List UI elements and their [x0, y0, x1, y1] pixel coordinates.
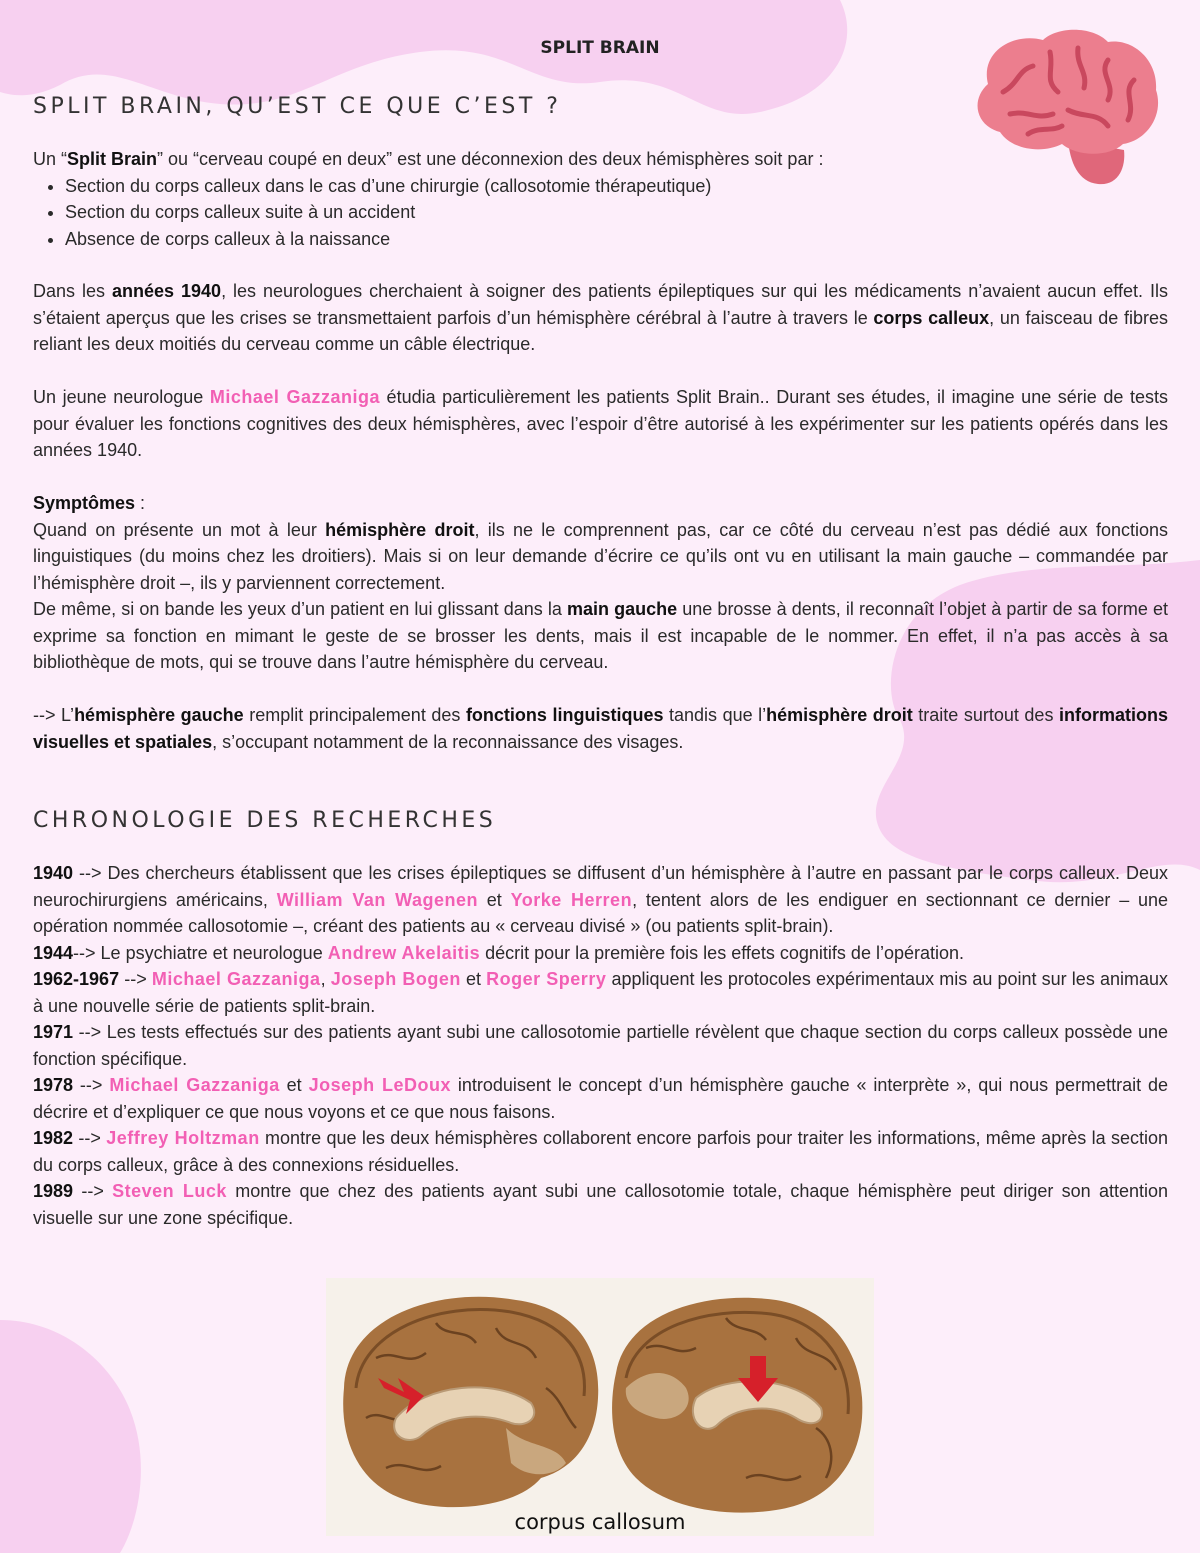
list-item: • Absence de corps calleux à la naissance	[65, 226, 1168, 253]
section-heading-split-brain: SPLIT BRAIN, QU’EST CE QUE C’EST ?	[33, 94, 562, 119]
timeline-entry: 1989 --> Steven Luck montre que chez des patients ayant subi une callosotomie totale, chaque hémisphère peut diriger son attention visuelle sur une zone spécifique.	[33, 1181, 1168, 1228]
person-name: William Van Wagenen	[276, 889, 478, 910]
person-name: Michael Gazzaniga	[151, 969, 321, 989]
page-title: SPLIT BRAIN	[540, 38, 660, 58]
timeline-entry: 1978 --> Michael Gazzaniga et Joseph LeDoux introduisent le concept d’un hémisphère gauche « interprète », qui nous permettrait de décrire et d’expliquer ce que nous voyons et ce que nous faisons.	[33, 1075, 1168, 1122]
corpus-callosum-figure	[326, 1278, 874, 1536]
person-name: Steven Luck	[112, 1181, 227, 1201]
person-name: Roger Sperry	[486, 969, 607, 989]
intro-block	[33, 146, 1168, 252]
intro-paragraph: Un “Split Brain” ou “cerveau coupé en deux” est une déconnexion des deux hémisphères soit par :	[33, 149, 824, 169]
person-name: Michael Gazzaniga	[109, 1075, 280, 1095]
right-hemisphere-image	[612, 1298, 862, 1513]
figure-caption: corpus callosum	[514, 1510, 686, 1534]
timeline-entry: 1971 --> Les tests effectués sur des patients ayant subi une callosotomie partielle révèlent que chaque section du corps calleux possède une fonction spécifique.	[33, 1022, 1168, 1069]
person-name: Yorke Herren	[510, 889, 633, 910]
brain-halves-illustration	[326, 1278, 874, 1536]
person-name: Joseph Bogen	[330, 969, 461, 989]
person-name: Jeffrey Holtzman	[106, 1128, 260, 1148]
list-item: • Section du corps calleux suite à un accident	[65, 199, 1168, 226]
left-hemisphere-image	[343, 1297, 598, 1507]
list-item: • Section du corps calleux dans le cas d’une chirurgie (callosotomie thérapeutique)	[65, 173, 1168, 200]
symptoms-paragraph-2: De même, si on bande les yeux d’un patient en lui glissant dans la main gauche une brosse à dents, il reconnaît l’objet à partir de sa forme et exprime sa fonction en mimant le geste de se brosser les dents, mais il est incapable de le nommer. En effet, il n’a pas accès à sa bibliothèque de mots, qui se trouve dans l’autre hémisphère du cerveau.	[33, 599, 1168, 672]
history-paragraph: Dans les années 1940, les neurologues cherchaient à soigner des patients épileptiques sur qui les médicaments n’avaient aucun effet. Ils s’étaient aperçus que les crises se transmettaient parfois d’un hémisphère cérébral à l’autre à travers le corps calleux, un faisceau de fibres reliant les deux moitiés du cerveau comme un câble électrique.	[33, 281, 1169, 354]
person-name: Joseph LeDoux	[308, 1075, 451, 1095]
timeline-entry: 1944--> Le psychiatre et neurologue Andrew Akelaitis décrit pour la première fois les effets cognitifs de l’opération.	[33, 942, 965, 963]
background-blob-bottom	[0, 1320, 141, 1553]
symptoms-label: Symptômes :	[33, 493, 146, 513]
timeline-entry: 1940 --> Des chercheurs établissent que les crises épileptiques se diffusent d’un hémisphère à l’autre en passant par le corps calleux. Deux neurochirurgiens américains, William Van Wagenen et Yorke Herren, tentent alors de les endiguer en sectionnant ce dernier – une opération nommée callosotomie –, créant des patients au « cerveau divisé » (ou patients split-brain).	[33, 863, 1169, 936]
conclusion-paragraph: --> L’hémisphère gauche remplit principalement des fonctions linguistiques tandis que l’hémisphère droit traite surtout des informations visuelles et spatiales, s’occupant notamment de la reconnaissance des visages.	[33, 705, 1168, 752]
timeline	[33, 860, 1168, 1231]
person-name: Michael Gazzaniga	[209, 387, 380, 407]
causes-list	[33, 173, 1168, 253]
gazzaniga-paragraph: Un jeune neurologue Michael Gazzaniga étudia particulièrement les patients Split Brain.. Durant ses études, il imagine une série de tests pour évaluer les fonctions cognitives des deux hémisphères, avec l’espoir d’être autorisé à les expérimenter sur les patients opérés dans les années 1940.	[33, 387, 1168, 460]
symptoms-paragraph-1: Quand on présente un mot à leur hémisphère droit, ils ne le comprennent pas, car ce côté du cerveau n’est pas dédié aux fonctions linguistiques (du moins chez les droitiers). Mais si on leur demande d’écrire ce qu’ils ont vu en utilisant la main gauche – commandée par l’hémisphère droit –, ils y parviennent correctement.	[33, 519, 1168, 593]
timeline-entry: 1962-1967 --> Michael Gazzaniga, Joseph Bogen et Roger Sperry appliquent les protocoles expérimentaux mis au point sur les animaux à une nouvelle série de patients split-brain.	[33, 969, 1168, 1016]
person-name: Andrew Akelaitis	[327, 942, 481, 963]
section-heading-chronology: CHRONOLOGIE DES RECHERCHES	[33, 808, 497, 833]
timeline-entry: 1982 --> Jeffrey Holtzman montre que les deux hémisphères collaborent encore parfois pour traiter les informations, même après la section du corps calleux, grâce à des connexions résiduelles.	[33, 1128, 1168, 1175]
symptoms-block	[33, 490, 1168, 676]
